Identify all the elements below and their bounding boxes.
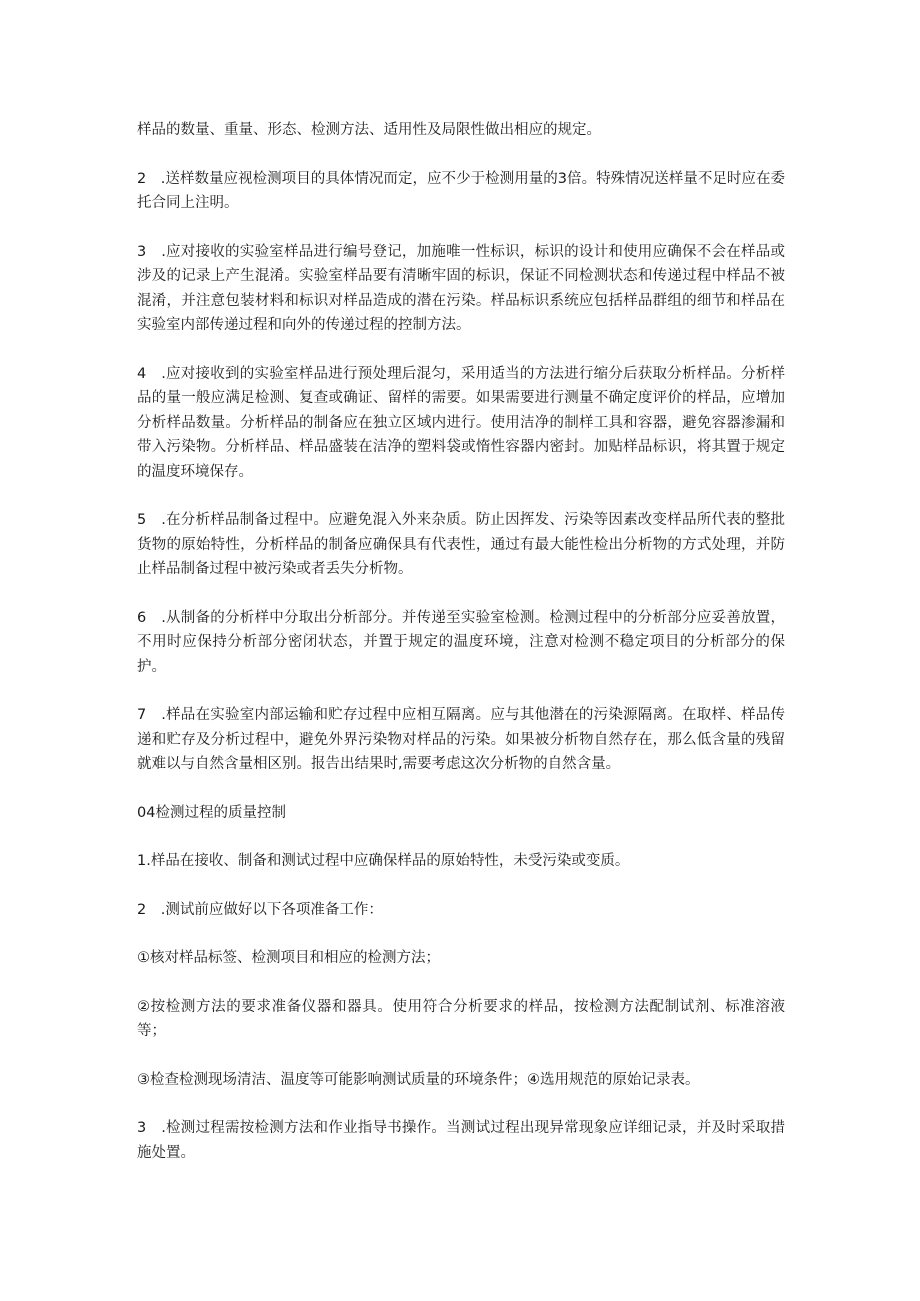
paragraph-item-2-sample-quantity: 2 .送样数量应视检测项目的具体情况而定，应不少于检测用量的3倍。特殊情况送样量不足时应在委托合同上注明。 [137,170,785,211]
section-heading-quality-control: 04检测过程的质量控制 [137,804,286,821]
paragraph-qc-sub-1: ①核对样品标签、检测项目和相应的检测方法； [137,950,440,966]
paragraph-item-5-preparation: 5 .在分析样品制备过程中。应避免混入外来杂质。防止因挥发、污染等因素改变样品所代表的整批货物的原始特性，分析样品的制备应确保具有代表性，通过有最大能性检出分析物的方式处理，并防止样品制备过程中被污染或者丢失分析物。 [137,512,785,577]
paragraph-item-7-isolation: 7 .样品在实验室内部运输和贮存过程中应相互隔离。应与其他潜在的污染源隔离。在取样、样品传递和贮存及分析过程中，避免外界污染物对样品的污染。如果被分析物自然存在，那么低含量的残留就难以与自然含量相区别。报告出结果时,需要考虑这次分析物的自然含量。 [137,707,785,772]
paragraph-qc-sub-2: ②按检测方法的要求准备仪器和器具。使用符合分析要求的样品，按检测方法配制试剂、标准溶液等； [137,998,785,1039]
paragraph-sample-specification: 样品的数量、重量、形态、检测方法、适用性及局限性做出相应的规定。 [137,122,601,138]
paragraph-qc-item-2: 2 .测试前应做好以下各项准备工作： [137,901,383,918]
paragraph-item-6-analytical-portion: 6 .从制备的分析样中分取出分析部分。并传递至实验室检测。检测过程中的分析部分应妥善放置，不用时应保持分析部分密闭状态，并置于规定的温度环境，注意对检测不稳定项目的分析部分的保护。 [137,609,785,675]
paragraph-qc-sub-3-4: ③检查检测现场清洁、温度等可能影响测试质量的环境条件；④选用规范的原始记录表。 [137,1071,700,1088]
paragraph-qc-item-1: 1.样品在接收、制备和测试过程中应确保样品的原始特性，未受污染或变质。 [137,853,630,869]
document-body [137,118,785,1189]
paragraph-qc-item-3: 3 .检测过程需按检测方法和作业指导书操作。当测试过程出现异常现象应详细记录，并及时采取措施处置。 [137,1120,785,1161]
paragraph-item-4-pretreatment: 4 .应对接收到的实验室样品进行预处理后混匀，采用适当的方法进行缩分后获取分析样品。分析样品的量一般应满足检测、复查或确证、留样的需要。如果需要进行测量不确定度评价的样品，应增加分析样品数量。分析样品的制备应在独立区域内进行。使用洁净的制样工具和容器，避免容器渗漏和带入污染物。分析样品、样品盛装在洁净的塑料袋或惰性容器内密封。加贴样品标识，将其置于规定的温度环境保存。 [137,365,785,480]
paragraph-item-3-sample-labeling: 3 .应对接收的实验室样品进行编号登记，加施唯一性标识，标识的设计和使用应确保不会在样品或涉及的记录上产生混淆。实验室样品要有清晰牢固的标识，保证不同检测状态和传递过程中样品不被混淆，并注意包装材料和标识对样品造成的潜在污染。样品标识系统应包括样品群组的细节和样品在实验室内部传递过程和向外的传递过程的控制方法。 [137,243,785,333]
